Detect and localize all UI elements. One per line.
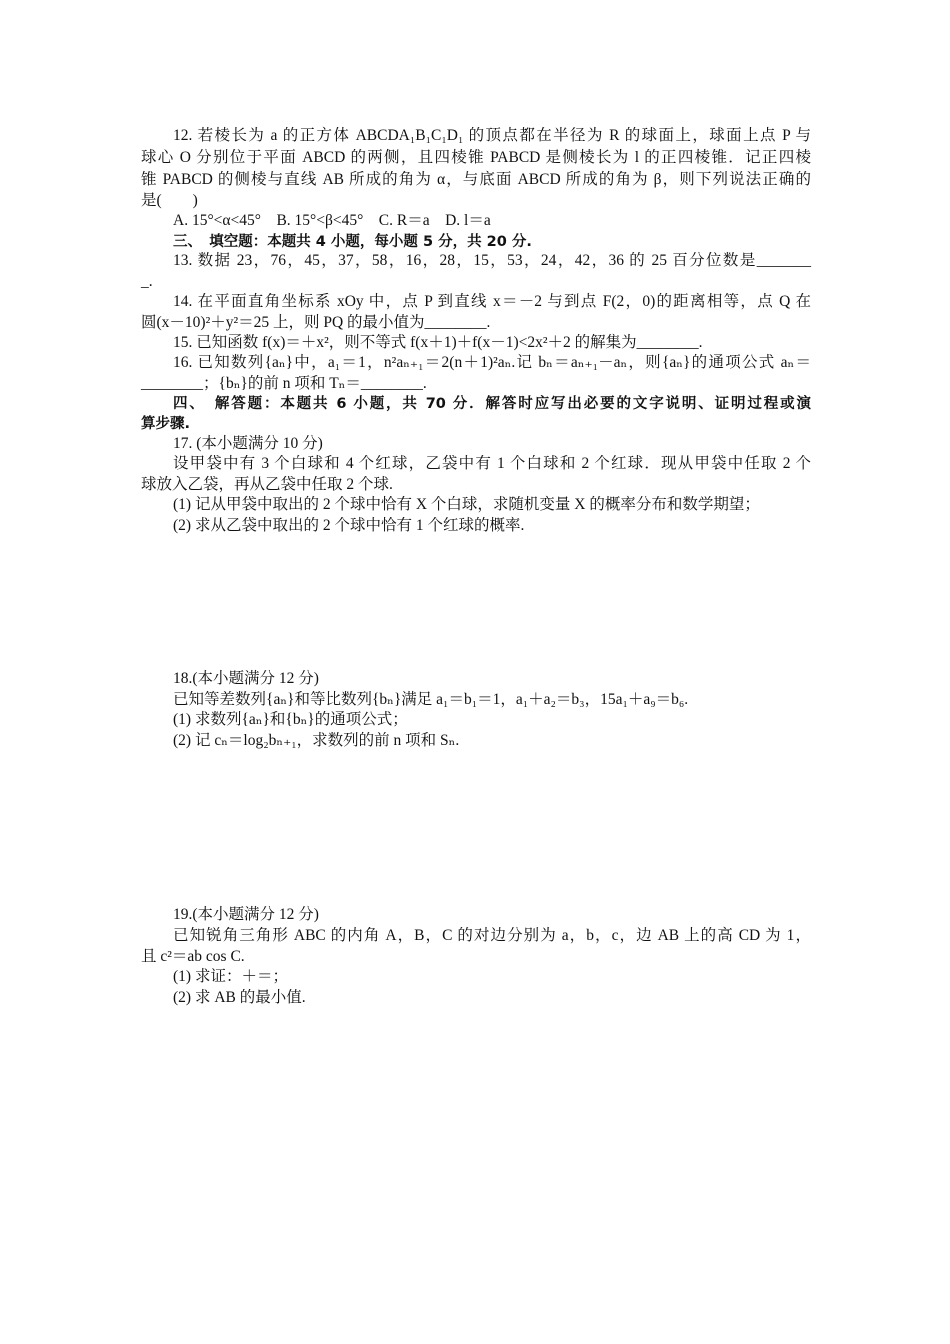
q12-line-3: 锥 PABCD 的侧棱与直线 AB 所成的角为 α，与底面 ABCD 所成的角为 β，则下列说法正确的: [141, 171, 811, 188]
q15: 15. 已知函数 f(x)＝＋x²，则不等式 f(x＋1)＋f(x－1)<2x²＋2 的解集为________.: [173, 334, 703, 351]
q13-line-2: _.: [141, 273, 153, 290]
q14-line-1: 14. 在平面直角坐标系 xOy 中，点 P 到直线 x＝－2 与到点 F(2，0)的距离相等，点 Q 在: [173, 293, 811, 310]
q12-line-1: 12. 若棱长为 a 的正方体 ABCDA₁B₁C₁D₁ 的顶点都在半径为 R 的球面上，球面上点 P 与: [173, 127, 811, 144]
q17-part-1: (1) 记从甲袋中取出的 2 个球中恰有 X 个白球，求随机变量 X 的概率分布和数学期望；: [173, 496, 760, 513]
q17-line-1: 设甲袋中有 3 个白球和 4 个红球，乙袋中有 1 个白球和 2 个红球．现从甲袋中任取 2 个: [173, 455, 811, 472]
q18-header: 18.(本小题满分 12 分): [173, 670, 319, 687]
q18-part-2: (2) 记 cₙ＝log₂bₙ₊₁，求数列的前 n 项和 Sₙ.: [173, 732, 460, 749]
q17-header: 17. (本小题满分 10 分): [173, 435, 323, 452]
q19-part-1: (1) 求证：＋＝；: [173, 968, 288, 985]
q12-options: A. 15°<α<45° B. 15°<β<45° C. R＝a D. l＝a: [173, 212, 491, 229]
section-4-heading-line-1: 四、 解答题：本题共 6 小题，共 70 分．解答时应写出必要的文字说明、证明过程或演: [173, 396, 811, 412]
q18-part-1: (1) 求数列{aₙ}和{bₙ}的通项公式；: [173, 711, 408, 728]
q14-line-2: 圆(x－10)²＋y²＝25 上，则 PQ 的最小值为________.: [141, 314, 491, 331]
q18-line-1: 已知等差数列{aₙ}和等比数列{bₙ}满足 a₁＝b₁＝1，a₁＋a₂＝b₃，15a₁＋a₉＝b₆.: [173, 691, 689, 708]
section-3-heading: 三、 填空题：本题共 4 小题，每小题 5 分，共 20 分.: [173, 234, 532, 250]
q12-line-4: 是( ): [141, 192, 198, 209]
q13-line-1: 13. 数据 23，76，45，37，58，16，28，15，53，24，42，36 的 25 百分位数是_______: [173, 252, 811, 269]
q19-part-2: (2) 求 AB 的最小值.: [173, 989, 306, 1006]
q17-line-2: 球放入乙袋，再从乙袋中任取 2 个球.: [141, 476, 393, 493]
q12-line-2: 球心 O 分别位于平面 ABCD 的两侧，且四棱锥 PABCD 是侧棱长为 l 的正四棱锥．记正四棱: [141, 149, 811, 166]
q16-line-2: ________；{bₙ}的前 n 项和 Tₙ＝________.: [141, 375, 427, 392]
q19-line-2: 且 c²＝ab cos C.: [141, 948, 245, 965]
q17-part-2: (2) 求从乙袋中取出的 2 个球中恰有 1 个红球的概率.: [173, 517, 525, 534]
q19-line-1: 已知锐角三角形 ABC 的内角 A，B，C 的对边分别为 a，b，c，边 AB 上的高 CD 为 1，: [173, 927, 811, 944]
q19-header: 19.(本小题满分 12 分): [173, 906, 319, 923]
section-4-heading-line-2: 算步骤.: [141, 416, 191, 432]
q16-line-1: 16. 已知数列{aₙ}中，a₁＝1，n²aₙ₊₁＝2(n＋1)²aₙ.记 bₙ＝aₙ₊₁－aₙ，则{aₙ}的通项公式 aₙ＝: [173, 354, 811, 371]
